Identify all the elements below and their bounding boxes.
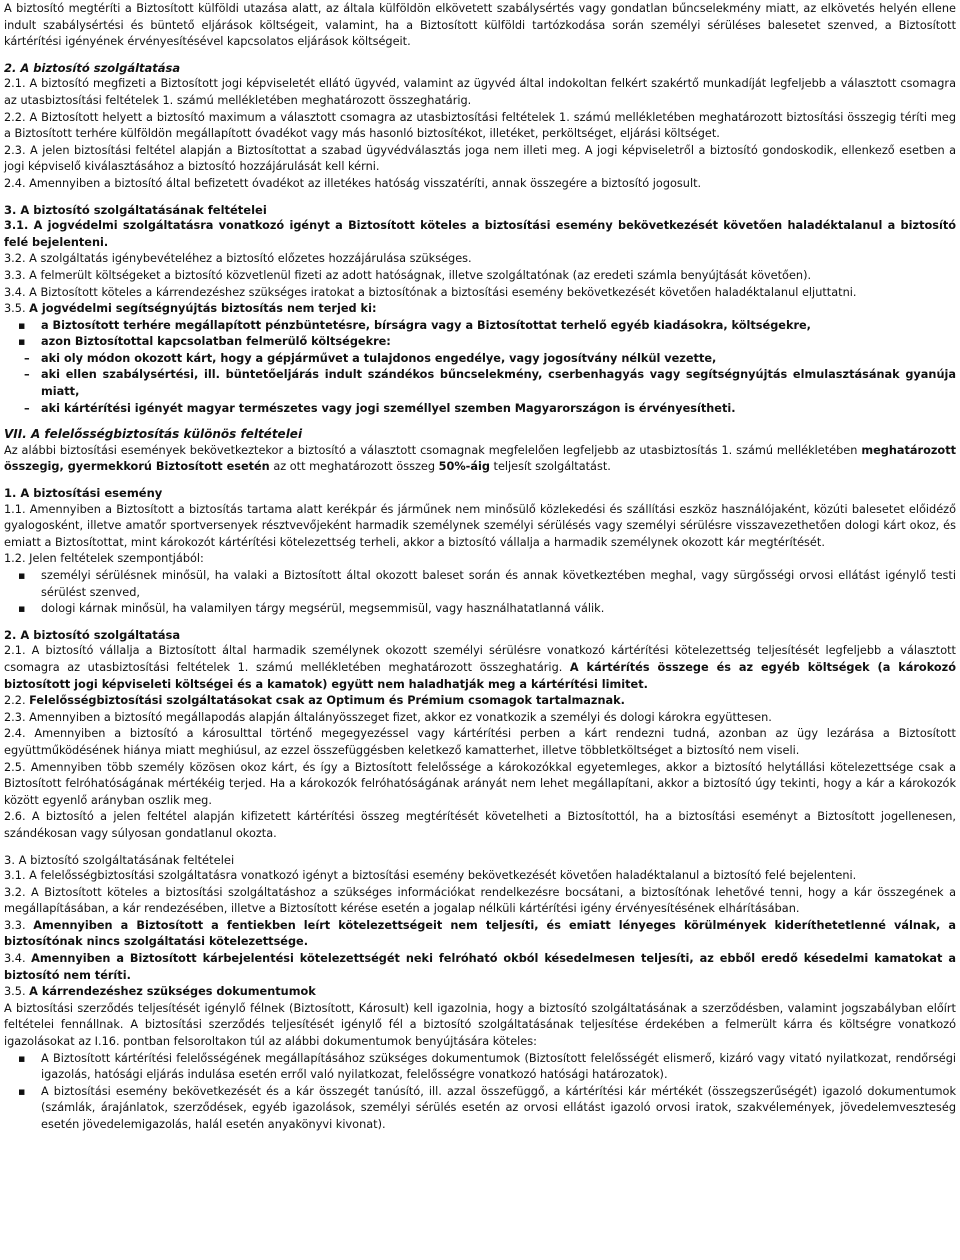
section-heading: 3. A biztosító szolgáltatásának feltételei [4,852,235,867]
list-item: ▪ dologi kárnak minősül, ha valamilyen tárgy megsérül, megsemmisül, vagy használhatatlanná válik. [4,601,956,618]
document-list [4,1051,956,1134]
list-item: ▪ személyi sérülésnek minősül, ha valaki a Biztosított által okozott baleset során és annak következtében meghal, vagy sürgősségi orvosi ellátást igénylő testi sérülést szenved, [4,568,956,601]
paragraph: 3.3. A felmerült költségeket a biztosító közvetlenül fizeti az adott hatóságnak, illetve szolgáltatónak (az eredeti számla benyújtását követően). [4,268,812,282]
paragraph [4,443,956,476]
list-item: – aki ellen szabálysértési, ill. büntetőeljárás indult szándékos bűncselekmény, cserbenhagyás vagy segítségnyújtás elmulasztásának gyanúja miatt, [4,367,956,400]
paragraph: 1.1. Amennyiben a Biztosított a biztosítás tartama alatt kerékpár és járműnek nem minősülő közlekedési és szállítási eszköz használójaként, közúti balesetet előidéző gyalogosként, illetve amatőr sportversenyek résztvevőjeként harmadik személynek személyi sérülésés vagy személyi sérülésre visszavezethetően dologi kárt okoz, és emiatt a Biztosítottat, mint károkozót kártérítési kötelezettség terheli, akkor a biztosító vállalja a harmadik személynek okozott kár megtérítését. [4,502,956,549]
paragraph: 3.1. A felelősségbiztosítási szolgáltatásra vonatkozó igényt a biztosítási esemény bekövetkezését követően haladéktalanul a biztosító felé bejelenteni. [4,869,857,883]
list-item: ▪ A biztosítási esemény bekövetkezését és a kár összegét tanúsító, ill. azzal összefüggő, a kártérítési kár mértékét (összegszerűségét) igazoló dokumentumok (számlák, árajánlatok, szerződések, egyéb igazolások, személyi sérülés esetén az orvosi ellátást igazoló orvosi iratok, szakvélemények, jövedelemveszteség esetén jövedelemigazolás, halál esetén anyakönyvi kivonat). [4,1084,956,1134]
text-run: 3.3. [4,918,34,932]
section-heading: 1. A biztosítási esemény [4,486,163,501]
section-heading: 2. A biztosító szolgáltatása [4,60,181,75]
list-item: – aki oly módon okozott kárt, hogy a gépjárművet a tulajdonos engedélye, vagy jogosítvány nélkül vezette, [4,351,956,368]
paragraph: 2.4. Amennyiben a biztosító által befizetett óvadékot az illetékes hatóság visszatéríti, annak összegére a biztosító jogosult. [4,176,702,190]
paragraph: 3.2. A Biztosított köteles a biztosítási szolgáltatáshoz a szükséges információkat rendelkezésre bocsátani, a biztosítónak lehetővé tenni, hogy a kár összegének a megállapításában, a kár rendezésében, illetve a Biztosított kérése esetén a jogalap nélküli kártérítési igény érvényesítésének elhárításában. [4,885,956,916]
exclusion-list [4,318,956,418]
paragraph: 1.2. Jelen feltételek szempontjából: [4,552,204,566]
text-run: 3.5. [4,985,30,999]
paragraph: 2.4. Amennyiben a biztosító a károsulttal történő megegyezéssel vagy kártérítési perben a kárt rendezni tudná, azonban az ügy lezárása a Biztosított együttműködésének hiánya miatt meghiúsul, az ezzel összefüggésben keletkező kamatterhet, illetve többletköltséget a biztosító nem viseli. [4,727,956,757]
paragraph: 3.2. A szolgáltatás igénybevételéhez a biztosító előzetes hozzájárulása szükséges. [4,252,472,266]
text-run: A kártérítés összege és az egyéb költségek (a károkozó biztosított jogi képviseleti költségei és a kamatok) együtt nem haladhatják meg a kártérítési limitet. [4,660,957,691]
section-heading: 2. A biztosító szolgáltatása [4,627,181,642]
text-run: 2.2. [4,694,30,708]
paragraph [4,918,956,951]
section-heading: 3. A biztosító szolgáltatásának feltételei [4,202,267,217]
paragraph: 2.1. A biztosító megfizeti a Biztosított jogi képviseletét ellátó ügyvéd, valamint az ügyvéd által indokoltan felkért szakértő munkadíját legfeljebb a választott csomagra az utasbiztosítási feltételek 1. számú mellékletében meghatározott összeghatárig. [4,77,956,107]
list-item: ▪ A Biztosított kártérítési felelősségének megállapításához szükséges dokumentumok (Biztosított felelősségét elismerő, kizáró vagy vitató nyilatkozat, rendőrségi igazolás, hatósági eljárás indulása esetén erről való nyilatkozat, felelősségre vonatkozó hatósági határozatok). [4,1051,956,1084]
text-run: A kárrendezéshez szükséges dokumentumok [29,985,316,999]
text-run: 50%-áig [438,460,490,474]
paragraph: 2.3. A jelen biztosítási feltétel alapján a Biztosítottat a szabad ügyvédválasztás joga nem illeti meg. A jogi képviseletről a biztosító gondoskodik, ellenkező esetben a jogi képviselő kiválasztásához a biztosító hozzájárulását kell kérni. [4,143,956,174]
text-run: Amennyiben a Biztosított kárbejelentési kötelezettségét neki felróható okból késedelmesen teljesíti, az ebből eredő késedelmi kamatokat a biztosító nem téríti. [4,952,956,982]
text-run: 2.1. A biztosító vállalja a Biztosított által harmadik személynek okozott személyi sérülésre vonatkozó kártérítési kötelezettség teljesítését legfeljebb a választott csomagra az utasbiztosítási feltételek 1. számú mellékletében meghatározott összeghatárig. [4,644,956,674]
paragraph: 2.5. Amennyiben több személy közösen okoz kárt, és így a Biztosított felelőssége a károkozókkal egyetemleges, akkor a biztosító helytállási kötelezettsége csak a Biztosított felróhatóságának mértékéig terjed. Ha a károkozók felróhatóságának arányát nem lehet megállapítani, akkor a biztosító úgy tekinti, hogy a kár a károkozók között egyenlő arányban oszlik meg. [4,760,956,807]
text-run: 3.4. [4,952,32,966]
definition-list [4,568,956,618]
paragraph [4,984,956,1001]
list-item: – aki kártérítési igényét magyar természetes vagy jogi személlyel szemben Magyarországon is érvényesítheti. [4,401,956,418]
list-item: ▪ azon Biztosítottal kapcsolatban felmerülő költségekre: [4,334,956,351]
paragraph: 2.2. A Biztosított helyett a biztosító maximum a választott csomagra az utasbiztosítási feltételek 1. számú mellékletében meghatározott biztosítási összegig téríti meg a Biztosított terhére külföldön megállapított óvadékot vagy más hasonló biztosítékot, illetéket, perköltséget, eljárási költséget. [4,110,956,141]
paragraph [4,643,956,693]
list-item: ▪ a Biztosított terhére megállapított pénzbüntetésre, bírságra vagy a Biztosítottat terhelő egyéb kiadásokra, költségekre, [4,318,956,335]
text-run: az ott meghatározott összeg [269,460,439,474]
paragraph: 3.1. A jogvédelmi szolgáltatásra vonatkozó igényt a Biztosított köteles a biztosítási esemény bekövetkezését követően haladéktalanul a biztosító felé bejelenteni. [4,219,956,249]
chapter-title: VII. A felelősségbiztosítás különös feltételei [4,427,303,442]
paragraph [4,301,956,318]
paragraph: 2.6. A biztosító a jelen feltétel alapján kifizetett kártérítési összeg megtérítését követelheti a Biztosítottól, ha a biztosítási eseményt a Biztosított jogellenesen, szándékosan vagy súlyosan gondatlanul okozta. [4,810,956,840]
text-run: meghatározott összegig, gyermekkorú Biztosított esetén [4,443,956,474]
paragraph: A biztosító megtéríti a Biztosított külföldi utazása alatt, az általa külföldön elkövetett szabálysértés vagy gondatlan bűncselekmény miatt, az elkövetés helyén ellene indult szabálysértési és büntető eljárások költségeit, valamint, ha a Biztosított külföldi tartózkodása során személyi sérüléses balesetet szenved, a Biztosított kártérítési igényének érvényesítésével kapcsolatos eljárások költségeit. [4,2,956,49]
text-run: teljesít szolgáltatást. [489,460,611,474]
item-number: 3.5. [4,302,26,316]
item-text: A jogvédelmi segítségnyújtás biztosítás nem terjed ki: [29,302,377,316]
text-run: Az alábbi biztosítási események bekövetkeztekor a biztosító a választott csomagnak megfelelően legfeljebb az utasbiztosítás 1. számú mellékletében [4,443,862,457]
paragraph [4,693,956,710]
text-run: Felelősségbiztosítási szolgáltatásokat csak az Optimum és Prémium csomagok tartalmaznak. [29,694,625,708]
paragraph: A biztosítási szerződés teljesítését igénylő félnek (Biztosított, Károsult) kell igazolnia, hogy a biztosító szolgáltatásának a szerződésben, valamint jogszabályban előírt feltételei fennállnak. A biztosítási szerződés teljesítését igénylő fél a biztosító szolgáltatásának teljesítése érdekében a felmerült kárra és költségre vonatkozó igazolásokat az I.16. pontban felsoroltakon túl az alábbi dokumentumok benyújtására köteles: [4,1001,956,1049]
text-run: Amennyiben a Biztosított a fentiekben leírt kötelezettségeit nem teljesíti, és emiatt lényeges körülmények kideríthetetlenné válnak, a biztosítónak nincs szolgáltatási kötelezettsége. [4,918,956,949]
paragraph [4,951,956,984]
paragraph: 3.4. A Biztosított köteles a kárrendezéshez szükséges iratokat a biztosítónak a biztosítási esemény bekövetkezését követően haladéktalanul eljuttatni. [4,285,857,299]
paragraph: 2.3. Amennyiben a biztosító megállapodás alapján általányösszeget fizet, akkor ez vonatkozik a személyi és dologi károkra együttesen. [4,710,772,724]
